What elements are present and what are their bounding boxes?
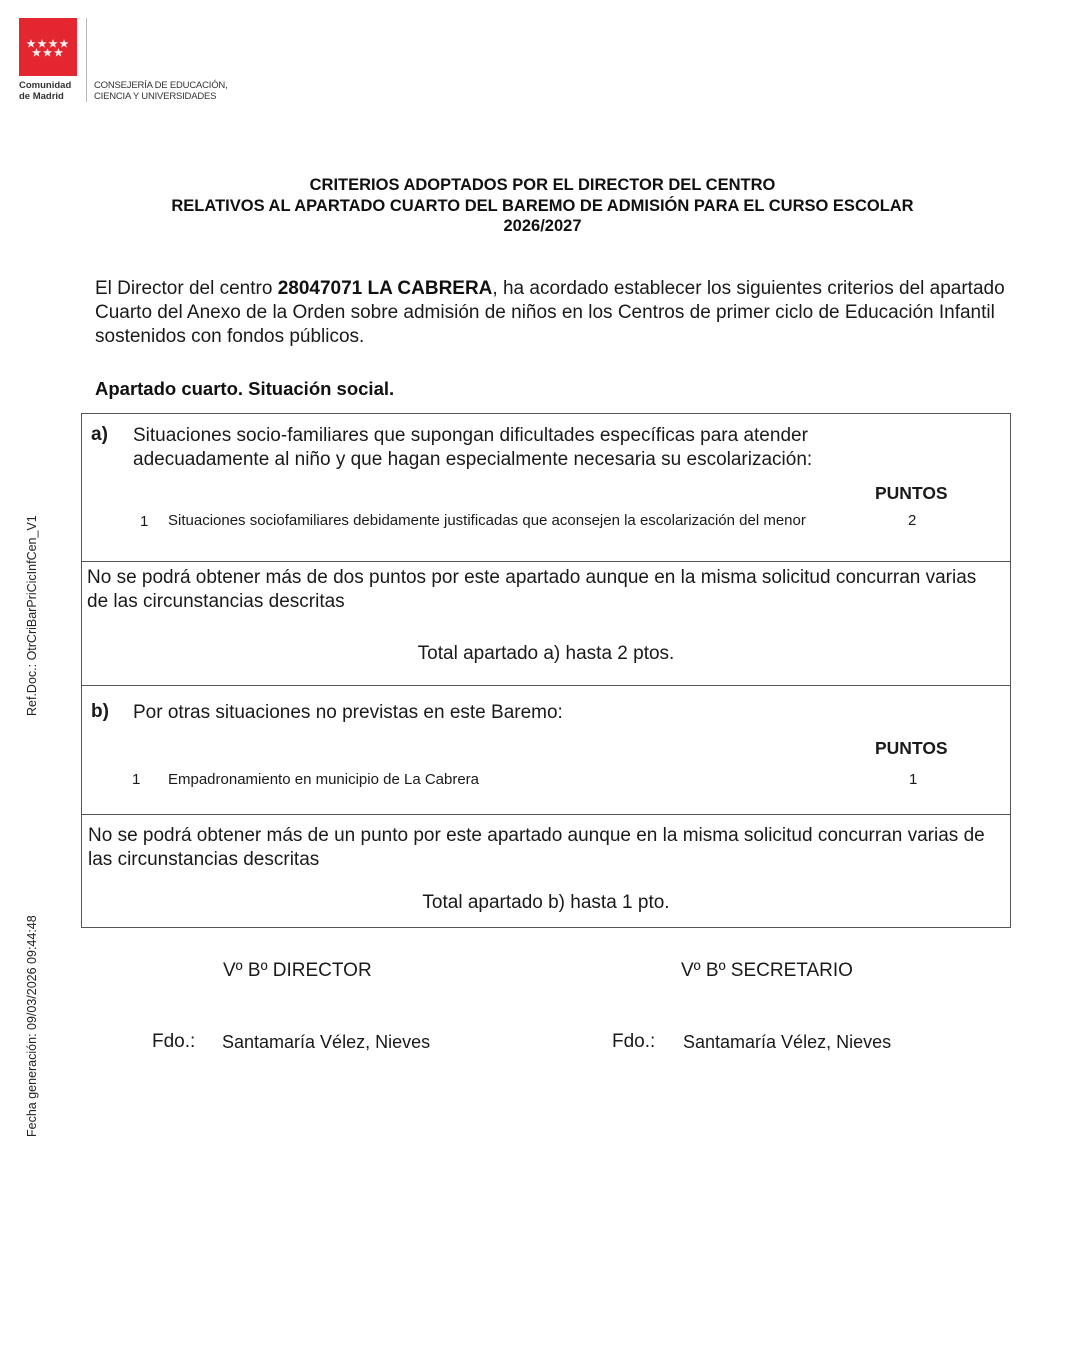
reference-document-code: Ref.Doc.: OtrCriBarPriCicInfCen_V1 [25, 515, 39, 716]
criteria-table [81, 413, 1011, 928]
logo-divider [86, 18, 87, 102]
section-b-letter: b) [91, 701, 109, 722]
secretary-approval-label: Vº Bº SECRETARIO [681, 960, 853, 981]
generation-date: Fecha generación: 09/03/2026 09:44:48 [25, 915, 39, 1137]
section-b-points-header: PUNTOS [875, 738, 948, 758]
section-b-item-number: 1 [132, 771, 141, 788]
section-a-note: No se podrá obtener más de dos puntos por este apartado aunque en la misma solicitud concurran varias de las circunstancias descritas [87, 567, 977, 612]
intro-suffix: , ha acordado establecer los siguientes criterios del apartado Cuarto del Anexo de la Orden sobre admisión de niños en los Centros de primer ciclo de Educación Infantil sostenidos con fondos públicos. [95, 278, 1005, 347]
section-b-item-text: Empadronamiento en municipio de La Cabrera [168, 771, 480, 788]
title-line1: CRITERIOS ADOPTADOS POR EL DIRECTOR DEL CENTRO [309, 176, 776, 194]
section-a-points-header: PUNTOS [875, 483, 948, 503]
logo-wordmark [19, 80, 71, 102]
intro-paragraph [95, 277, 1005, 349]
section-a-item-number: 1 [140, 513, 149, 530]
section-b-note: No se podrá obtener más de un punto por este apartado aunque en la misma solicitud concurran varias de las circunstancias descritas [88, 825, 985, 870]
department-line2: CIENCIA Y UNIVERSIDADES [94, 91, 217, 102]
centre-name: 28047071 LA CABRERA [277, 278, 493, 299]
section-b-note-row [82, 814, 1010, 927]
section-a-letter: a) [91, 424, 108, 445]
director-name: Santamaría Vélez, Nieves [222, 1032, 431, 1052]
logo-name-line2: de Madrid [19, 91, 64, 102]
logo-name-line1: Comunidad [19, 80, 72, 91]
section-a-note-row [82, 561, 1010, 686]
section-a-heading: Situaciones socio-familiares que supongan dificultades específicas para atender adecuadamente al niño y que hagan especialmente necesaria su escolarización: [133, 425, 813, 470]
section-a-item-text: Situaciones sociofamiliares debidamente justificadas que aconsejen la escolarización del menor [168, 512, 806, 529]
section-title: Apartado cuarto. Situación social. [95, 378, 395, 399]
section-b-total: Total apartado b) hasta 1 pto. [422, 892, 670, 913]
section-b-heading: Por otras situaciones no previstas en este Baremo: [133, 702, 563, 723]
intro-prefix: El Director del centro [95, 278, 278, 299]
section-a-criteria [82, 414, 1010, 562]
section-b-criteria [82, 685, 1010, 815]
secretary-name: Santamaría Vélez, Nieves [683, 1032, 892, 1052]
section-a-total: Total apartado a) hasta 2 ptos. [417, 643, 675, 664]
stars-icon [19, 18, 77, 76]
secretary-signed-label: Fdo.: [612, 1031, 656, 1052]
title-line2: RELATIVOS AL APARTADO CUARTO DEL BAREMO DE ADMISIÓN PARA EL CURSO ESCOLAR [171, 196, 914, 215]
document-title [0, 175, 1080, 237]
section-a-item-points: 2 [908, 512, 917, 529]
section-b-item-points: 1 [909, 771, 918, 788]
department-line1: CONSEJERÍA DE EDUCACIÓN, [94, 80, 228, 91]
title-line3: 2026/2027 [503, 217, 582, 235]
director-signed-label: Fdo.: [152, 1031, 196, 1052]
director-approval-label: Vº Bº DIRECTOR [223, 960, 372, 981]
department-name [94, 80, 228, 102]
comunidad-madrid-logo [19, 18, 77, 76]
